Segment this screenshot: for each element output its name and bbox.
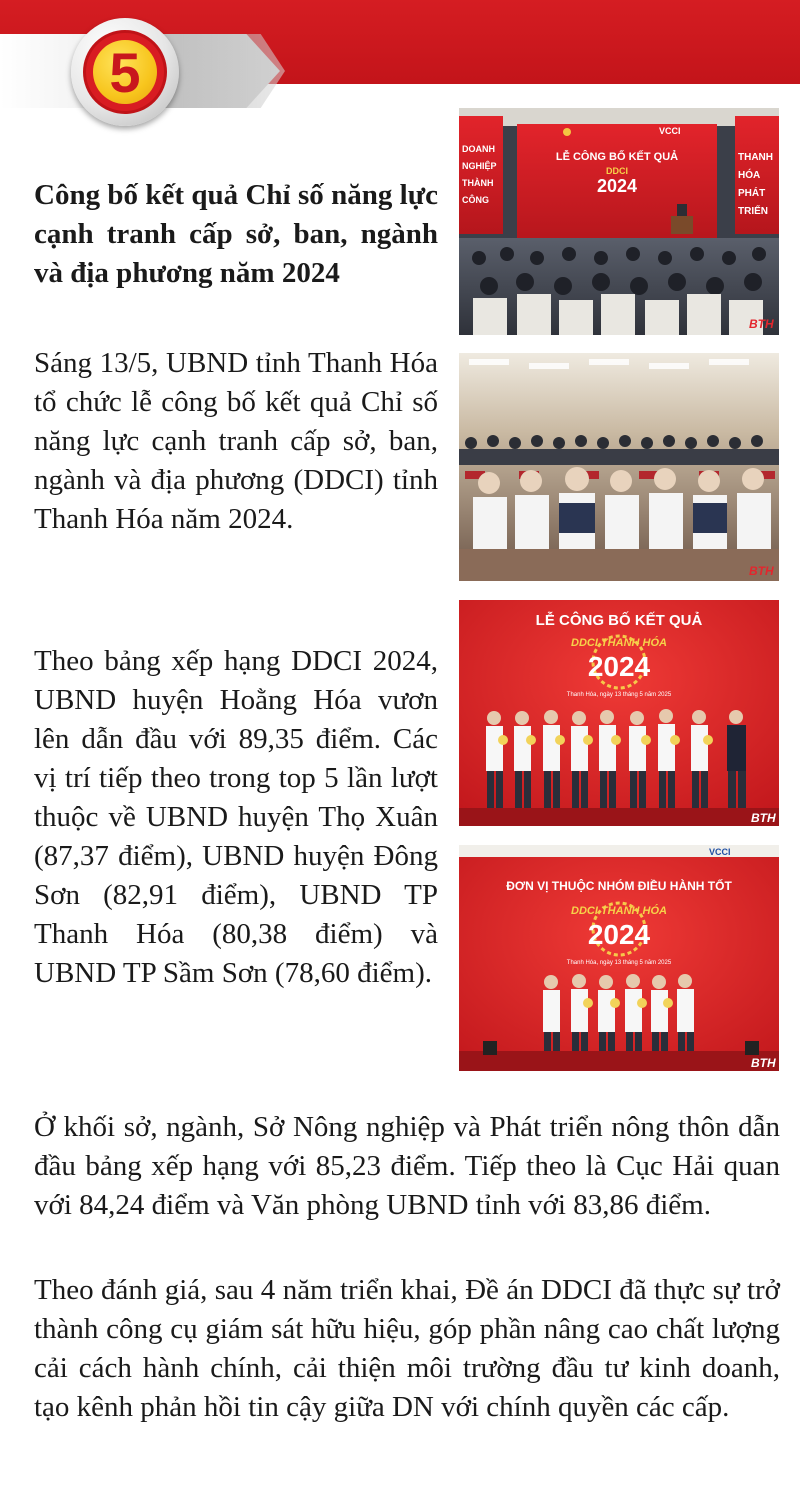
stage-title-3: LỄ CÔNG BỐ KẾT QUẢ xyxy=(535,612,703,629)
vcci-logo-4: VCCI xyxy=(709,847,731,857)
article-headline: Công bố kết quả Chỉ số năng lực cạnh tranh cấp sở, ban, ngành và địa phương năm 2024 xyxy=(34,179,438,289)
article-paragraph-2: Theo bảng xếp hạng DDCI 2024, UBND huyện Hoằng Hóa vươn lên dẫn đầu với 89,35 điểm. Các vị trí tiếp theo trong top 5 lần lượt thuộc về UBND huyện Thọ Xuân (87,37 điểm), UBND huyện Đông Sơn (82,91 điểm), UBND TP Thanh Hóa (80,38 điểm) và UBND TP Sầm Sơn (78,60 điểm). xyxy=(34,645,438,989)
left-screen-line-3: THÀNH xyxy=(462,178,494,188)
photo-ceremony-hall xyxy=(459,108,779,335)
stage-title-4: ĐƠN VỊ THUỘC NHÓM ĐIỀU HÀNH TỐT xyxy=(506,879,732,893)
article-paragraph-4: Theo đánh giá, sau 4 năm triển khai, Đề án DDCI đã thực sự trở thành công cụ giám sát hữu hiệu, góp phần nâng cao chất lượng cải cách hành chính, cải thiện môi trường đầu tư kinh doanh, tạo kênh phản hồi tin cậy giữa DN với chính quyền các cấp. xyxy=(34,1274,780,1423)
stage-event-1: DDCI xyxy=(606,166,628,176)
photo-award-group xyxy=(459,600,779,826)
stage-title-1: LỄ CÔNG BỐ KẾT QUẢ xyxy=(555,151,679,163)
section-number: 5 xyxy=(109,41,141,104)
stage-event-3: DDCI THANH HÓA xyxy=(571,637,667,649)
watermark-2: BTH xyxy=(749,564,774,578)
left-screen-line-2: NGHIỆP xyxy=(462,161,497,171)
photo-good-governance-group xyxy=(459,845,779,1071)
watermark-3: BTH xyxy=(751,811,776,825)
stage-date-4: Thanh Hóa, ngày 13 tháng 5 năm 2025 xyxy=(566,960,672,966)
watermark-4: BTH xyxy=(751,1056,776,1070)
photo-delegates xyxy=(459,353,779,581)
right-screen-line-2: HÓA xyxy=(738,170,761,181)
stage-year-1: 2024 xyxy=(596,176,638,196)
stage-event-4: DDCI THANH HÓA xyxy=(571,905,667,917)
stage-year-4: 2024 xyxy=(587,919,651,950)
section-number-center xyxy=(93,40,157,104)
stage-year-3: 2024 xyxy=(587,651,651,682)
right-screen-line-3: PHÁT xyxy=(738,188,766,199)
left-screen-line-1: DOANH xyxy=(462,144,495,154)
article-paragraph-1: Sáng 13/5, UBND tỉnh Thanh Hóa tổ chức lễ công bố kết quả Chỉ số năng lực cạnh tranh cấp sở, ban, ngành và địa phương (DDCI) tỉnh Thanh Hóa năm 2024. xyxy=(34,347,438,535)
right-screen-line-1: THANH xyxy=(738,152,773,163)
watermark-1: BTH xyxy=(749,317,774,331)
article-paragraph-3: Ở khối sở, ngành, Sở Nông nghiệp và Phát triển nông thôn dẫn đầu bảng xếp hạng với 85,23 điểm. Tiếp theo là Cục Hải quan với 84,24 điểm và Văn phòng UBND tỉnh với 83,86 điểm. xyxy=(34,1111,780,1221)
right-screen-line-4: TRIỂN xyxy=(738,206,768,217)
stage-date-3: Thanh Hóa, ngày 13 tháng 5 năm 2025 xyxy=(566,692,672,698)
vcci-logo-1: VCCI xyxy=(659,126,681,136)
left-screen-line-4: CÔNG xyxy=(462,195,489,205)
